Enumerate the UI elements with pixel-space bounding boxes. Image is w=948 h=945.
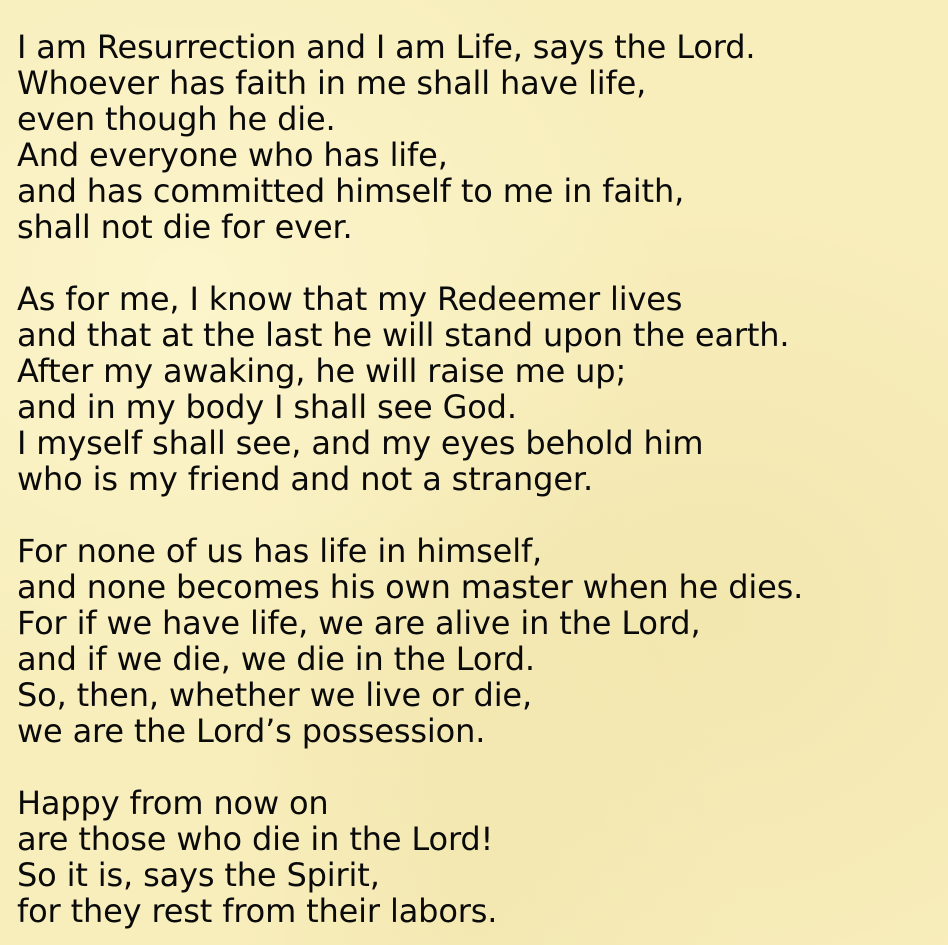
text-line: who is my friend and not a stranger. (17, 460, 593, 498)
text-line: and if we die, we die in the Lord. (17, 640, 535, 678)
text-line: and in my body I shall see God. (17, 388, 517, 426)
text-line: and has committed himself to me in faith, (17, 172, 685, 210)
text-line: As for me, I know that my Redeemer lives (17, 280, 683, 318)
text-line: Whoever has faith in me shall have life, (17, 64, 647, 102)
text-line: I am Resurrection and I am Life, says the Lord. (17, 28, 756, 66)
text-line: And everyone who has life, (17, 136, 448, 174)
text-line: and that at the last he will stand upon the earth. (17, 316, 790, 354)
text-line: we are the Lord’s possession. (17, 712, 486, 750)
text-line: For if we have life, we are alive in the Lord, (17, 604, 701, 642)
text-line: shall not die for ever. (17, 208, 353, 246)
stanza-1 (17, 29, 948, 245)
text-line: I myself shall see, and my eyes behold him (17, 424, 704, 462)
text-line: Happy from now on (17, 784, 329, 822)
stanza-3 (17, 533, 948, 749)
text-line: So it is, says the Spirit, (17, 856, 380, 894)
text-line: and none becomes his own master when he dies. (17, 568, 804, 606)
text-line: even though he die. (17, 100, 336, 138)
text-line: are those who die in the Lord! (17, 820, 494, 858)
stanza-2 (17, 281, 948, 497)
text-line: For none of us has life in himself, (17, 532, 543, 570)
stanza-4 (17, 785, 948, 929)
text-line: for they rest from their labors. (17, 892, 498, 930)
text-line: After my awaking, he will raise me up; (17, 352, 627, 390)
text-line: So, then, whether we live or die, (17, 676, 532, 714)
